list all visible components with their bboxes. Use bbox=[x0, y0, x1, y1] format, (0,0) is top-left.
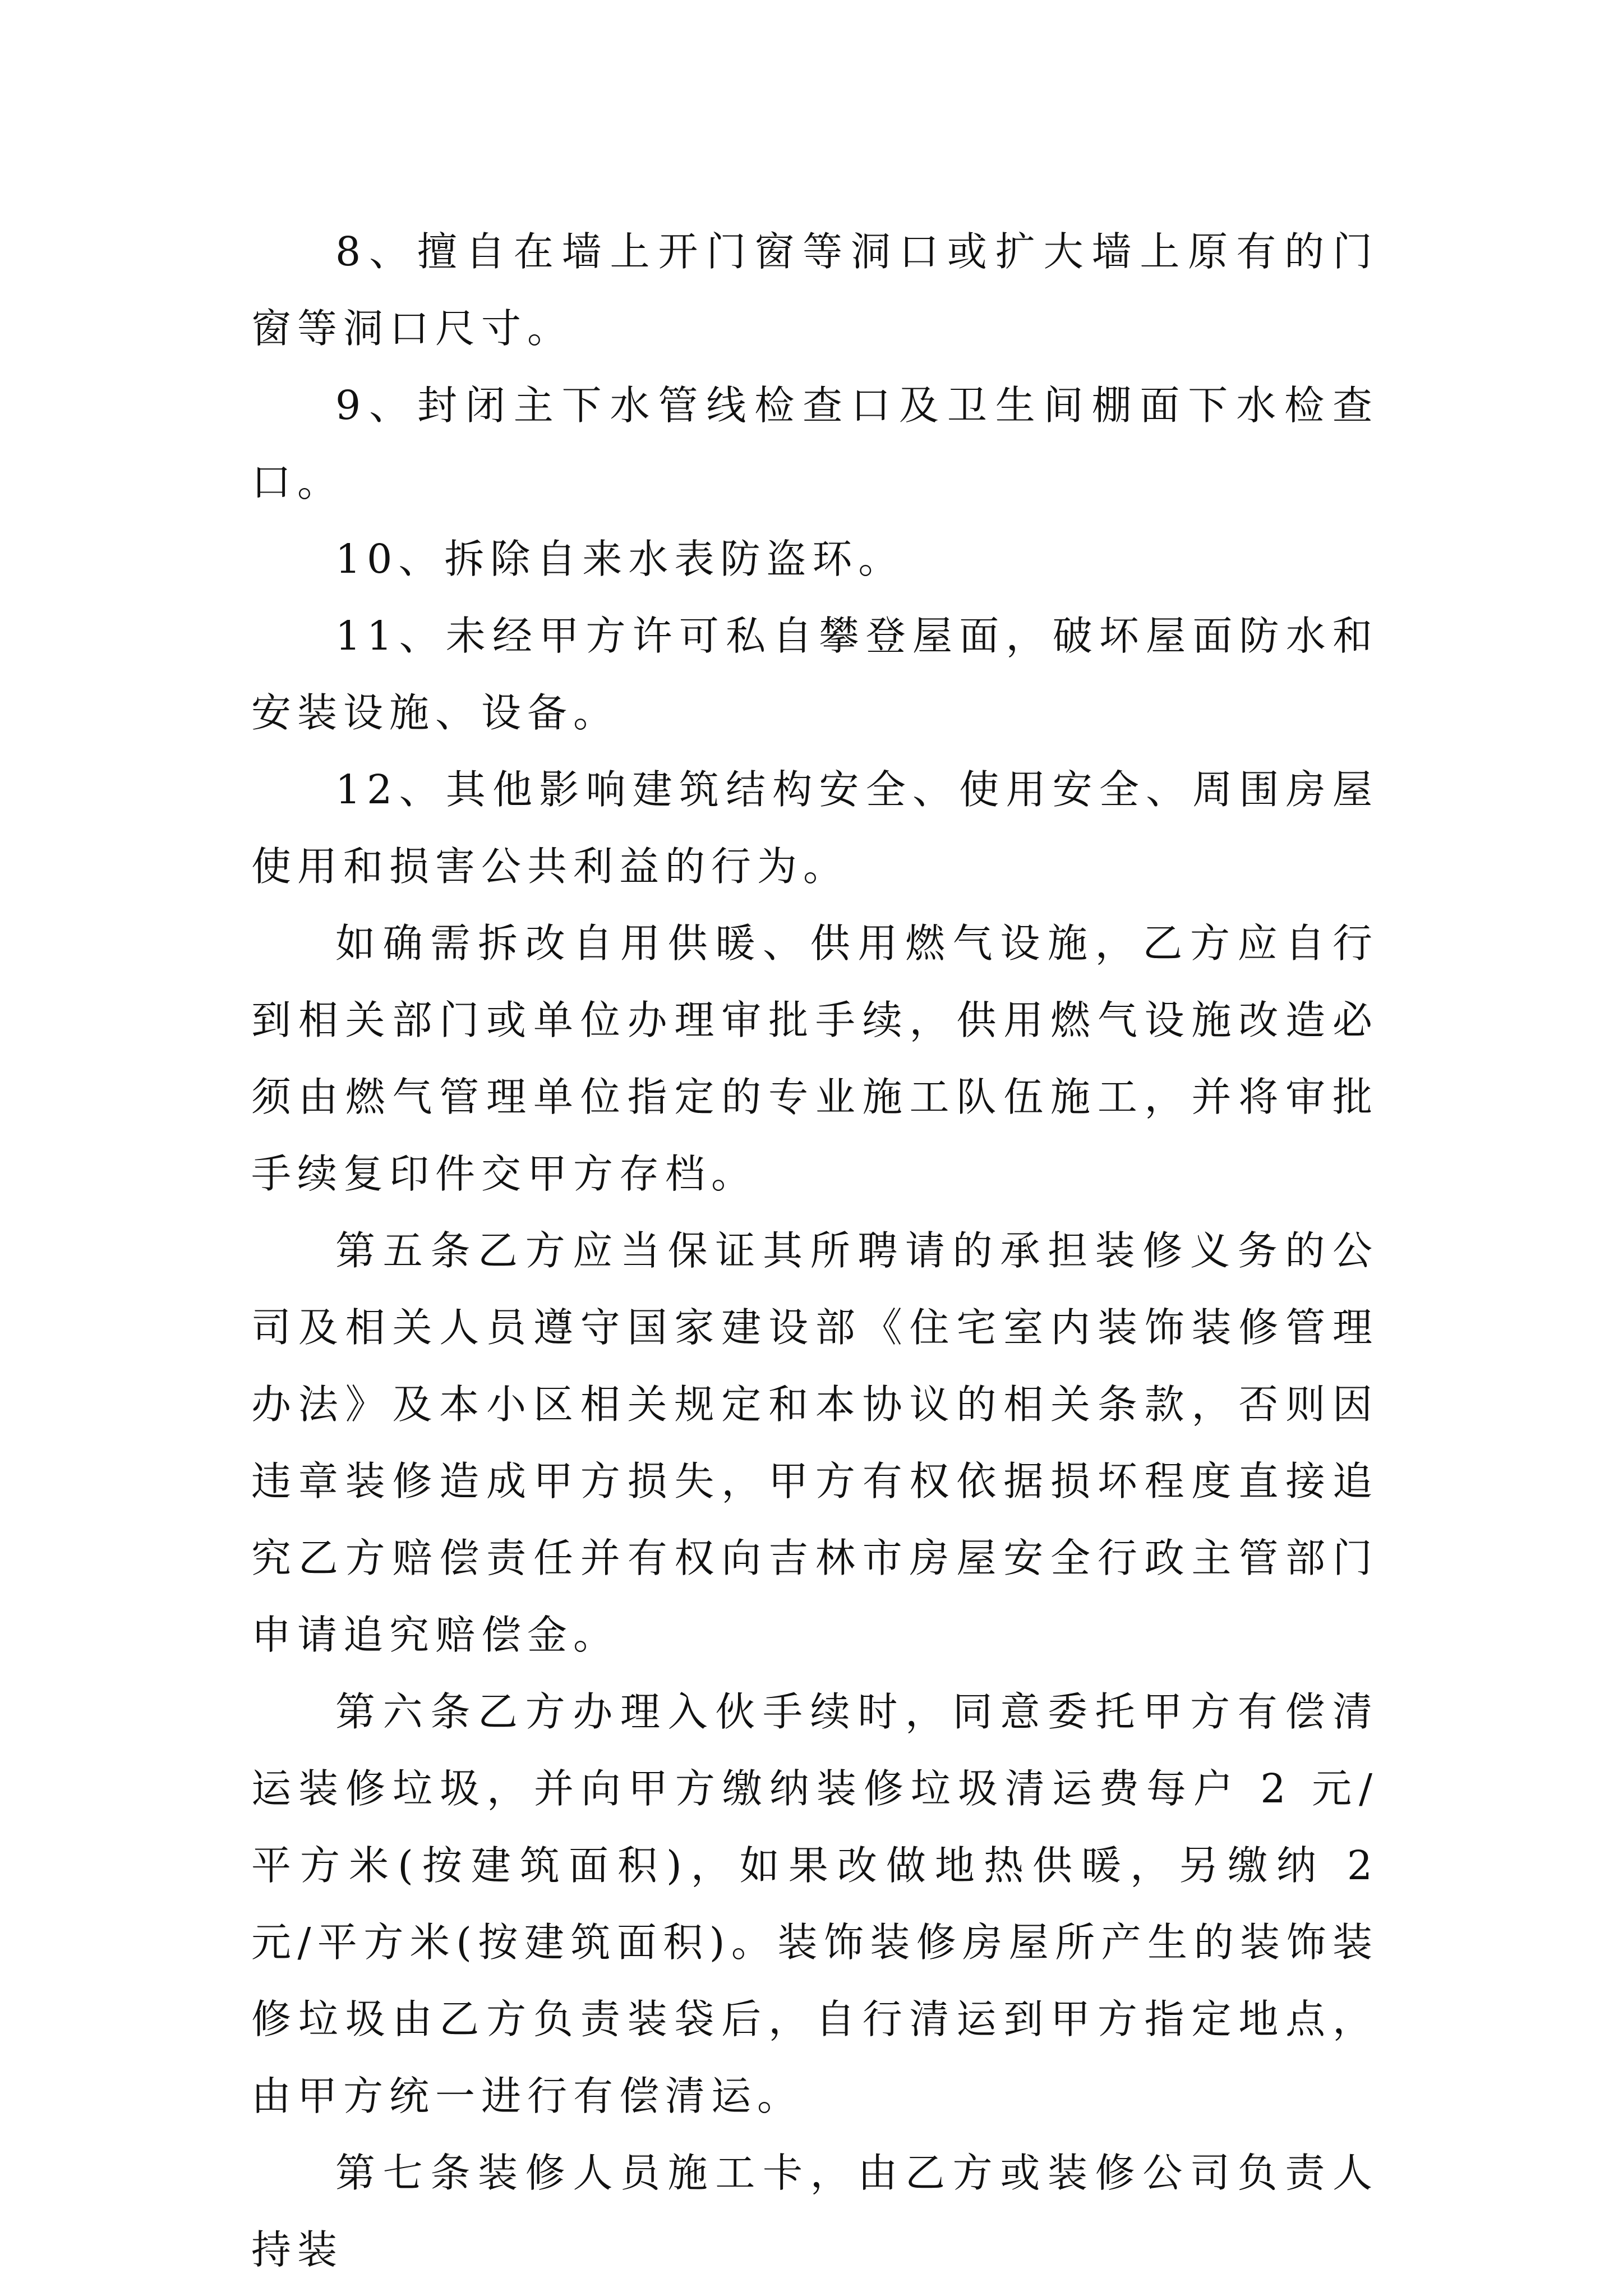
paragraph-article-6: 第六条乙方办理入伙手续时，同意委托甲方有偿清运装修垃圾，并向甲方缴纳装修垃圾清运费每户 2 元/平方米(按建筑面积)，如果改做地热供暖，另缴纳 2 元/平方米(按建筑面积)。装饰装修房屋所产生的装饰装修垃圾由乙方负责装袋后，自行清运到甲方指定地点，由甲方统一进行有偿清运。 bbox=[251, 1688, 1378, 2119]
paragraph-article-5: 第五条乙方应当保证其所聘请的承担装修义务的公司及相关人员遵守国家建设部《住宅室内装饰装修管理办法》及本小区相关规定和本协议的相关条款，否则因违章装修造成甲方损失，甲方有权依据损坏程度直接追究乙方赔偿责任并有权向吉林市房屋安全行政主管部门申请追究赔偿金。 bbox=[251, 1227, 1378, 1658]
paragraph-article-7: 第七条装修人员施工卡，由乙方或装修公司负责人持装 bbox=[251, 2150, 1378, 2273]
paragraph-item-8: 8、擅自在墙上开门窗等洞口或扩大墙上原有的门窗等洞口尺寸。 bbox=[251, 228, 1378, 352]
paragraph-item-10: 10、拆除自来水表防盗环。 bbox=[335, 536, 905, 582]
paragraph-gas-heating-approval: 如确需拆改自用供暖、供用燃气设施，乙方应自行到相关部门或单位办理审批手续，供用燃气设施改造必须由燃气管理单位指定的专业施工队伍施工，并将审批手续复印件交甲方存档。 bbox=[251, 920, 1378, 1197]
paragraph-item-11: 11、未经甲方许可私自攀登屋面，破坏屋面防水和安装设施、设备。 bbox=[251, 613, 1378, 736]
paragraph-item-9: 9、封闭主下水管线检查口及卫生间棚面下水检查口。 bbox=[251, 382, 1378, 505]
document-body bbox=[251, 213, 1378, 2288]
paragraph-item-12: 12、其他影响建筑结构安全、使用安全、周围房屋使用和损害公共利益的行为。 bbox=[251, 766, 1378, 890]
